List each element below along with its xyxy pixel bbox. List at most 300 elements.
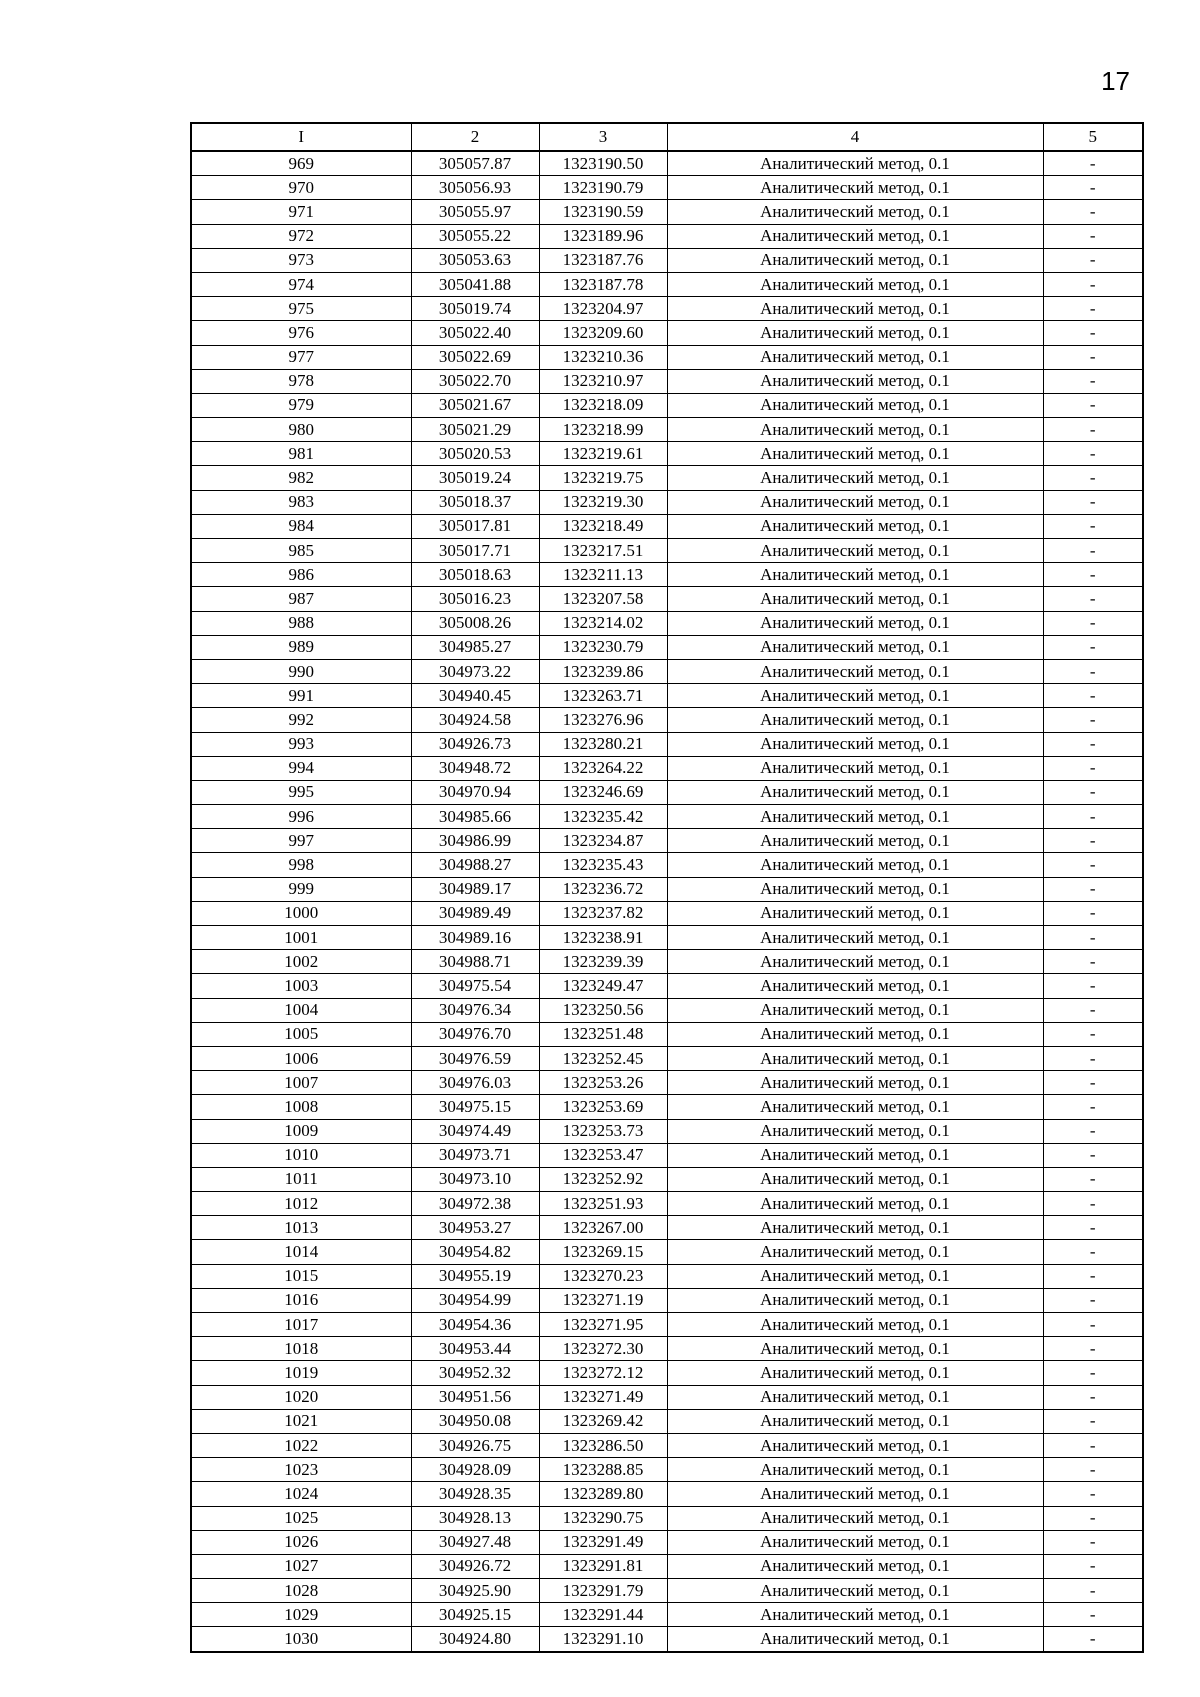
- note-cell: -: [1043, 297, 1143, 321]
- coord-x-cell: 304973.22: [411, 659, 539, 683]
- method-accuracy-cell: Аналитический метод, 0.1: [667, 563, 1043, 587]
- table-row: [191, 708, 1143, 732]
- table-row: [191, 418, 1143, 442]
- point-number-cell: 989: [191, 635, 411, 659]
- table-row: [191, 732, 1143, 756]
- coord-x-cell: 304928.09: [411, 1458, 539, 1482]
- note-cell: -: [1043, 1627, 1143, 1652]
- method-accuracy-cell: Аналитический метод, 0.1: [667, 611, 1043, 635]
- note-cell: -: [1043, 224, 1143, 248]
- coord-y-cell: 1323219.75: [539, 466, 667, 490]
- coord-y-cell: 1323251.48: [539, 1022, 667, 1046]
- method-accuracy-cell: Аналитический метод, 0.1: [667, 466, 1043, 490]
- coord-x-cell: 304948.72: [411, 756, 539, 780]
- point-number-cell: 978: [191, 369, 411, 393]
- coord-y-cell: 1323238.91: [539, 926, 667, 950]
- method-accuracy-cell: Аналитический метод, 0.1: [667, 805, 1043, 829]
- method-accuracy-cell: Аналитический метод, 0.1: [667, 1313, 1043, 1337]
- point-number-cell: 970: [191, 176, 411, 200]
- point-number-cell: 996: [191, 805, 411, 829]
- table-row: [191, 369, 1143, 393]
- note-cell: -: [1043, 1337, 1143, 1361]
- coord-x-cell: 304952.32: [411, 1361, 539, 1385]
- coord-y-cell: 1323204.97: [539, 297, 667, 321]
- coord-x-cell: 305053.63: [411, 248, 539, 272]
- note-cell: -: [1043, 1288, 1143, 1312]
- coord-y-cell: 1323291.79: [539, 1579, 667, 1603]
- point-number-cell: 988: [191, 611, 411, 635]
- method-accuracy-cell: Аналитический метод, 0.1: [667, 248, 1043, 272]
- table-row: [191, 1046, 1143, 1070]
- table-row: [191, 176, 1143, 200]
- table-row: [191, 1385, 1143, 1409]
- point-number-cell: 973: [191, 248, 411, 272]
- method-accuracy-cell: Аналитический метод, 0.1: [667, 418, 1043, 442]
- coord-y-cell: 1323235.43: [539, 853, 667, 877]
- coord-y-cell: 1323272.12: [539, 1361, 667, 1385]
- point-number-cell: 1005: [191, 1022, 411, 1046]
- coord-x-cell: 305017.81: [411, 514, 539, 538]
- method-accuracy-cell: Аналитический метод, 0.1: [667, 1143, 1043, 1167]
- coord-y-cell: 1323253.73: [539, 1119, 667, 1143]
- note-cell: -: [1043, 1264, 1143, 1288]
- coord-x-cell: 304985.27: [411, 635, 539, 659]
- note-cell: -: [1043, 466, 1143, 490]
- note-cell: -: [1043, 1022, 1143, 1046]
- table-row: [191, 1143, 1143, 1167]
- method-accuracy-cell: Аналитический метод, 0.1: [667, 732, 1043, 756]
- coord-x-cell: 304940.45: [411, 684, 539, 708]
- point-number-cell: 969: [191, 151, 411, 176]
- coord-x-cell: 304926.73: [411, 732, 539, 756]
- table-row: [191, 297, 1143, 321]
- coord-x-cell: 304988.71: [411, 950, 539, 974]
- point-number-cell: 975: [191, 297, 411, 321]
- coord-y-cell: 1323230.79: [539, 635, 667, 659]
- note-cell: -: [1043, 514, 1143, 538]
- note-cell: -: [1043, 611, 1143, 635]
- note-cell: -: [1043, 200, 1143, 224]
- coord-x-cell: 304924.58: [411, 708, 539, 732]
- point-number-cell: 1022: [191, 1433, 411, 1457]
- coord-y-cell: 1323190.50: [539, 151, 667, 176]
- coord-x-cell: 304925.90: [411, 1579, 539, 1603]
- method-accuracy-cell: Аналитический метод, 0.1: [667, 272, 1043, 296]
- table-body: [191, 151, 1143, 1652]
- coord-x-cell: 304989.17: [411, 877, 539, 901]
- coord-y-cell: 1323236.72: [539, 877, 667, 901]
- point-number-cell: 972: [191, 224, 411, 248]
- note-cell: -: [1043, 853, 1143, 877]
- coord-y-cell: 1323207.58: [539, 587, 667, 611]
- method-accuracy-cell: Аналитический метод, 0.1: [667, 829, 1043, 853]
- coord-y-cell: 1323286.50: [539, 1433, 667, 1457]
- point-number-cell: 1030: [191, 1627, 411, 1652]
- table-row: [191, 1530, 1143, 1554]
- coord-y-cell: 1323280.21: [539, 732, 667, 756]
- table-row: [191, 1288, 1143, 1312]
- table-row: [191, 1482, 1143, 1506]
- point-number-cell: 1018: [191, 1337, 411, 1361]
- note-cell: -: [1043, 732, 1143, 756]
- method-accuracy-cell: Аналитический метод, 0.1: [667, 926, 1043, 950]
- table-row: [191, 1554, 1143, 1578]
- table-row: [191, 1627, 1143, 1652]
- method-accuracy-cell: Аналитический метод, 0.1: [667, 1022, 1043, 1046]
- note-cell: -: [1043, 345, 1143, 369]
- coord-y-cell: 1323246.69: [539, 780, 667, 804]
- coord-x-cell: 305041.88: [411, 272, 539, 296]
- coord-y-cell: 1323263.71: [539, 684, 667, 708]
- note-cell: -: [1043, 659, 1143, 683]
- note-cell: -: [1043, 369, 1143, 393]
- point-number-cell: 1020: [191, 1385, 411, 1409]
- coord-y-cell: 1323269.42: [539, 1409, 667, 1433]
- method-accuracy-cell: Аналитический метод, 0.1: [667, 708, 1043, 732]
- coord-x-cell: 304955.19: [411, 1264, 539, 1288]
- table-row: [191, 272, 1143, 296]
- point-number-cell: 1019: [191, 1361, 411, 1385]
- table-header: [191, 123, 1143, 151]
- coord-x-cell: 304976.03: [411, 1071, 539, 1095]
- point-number-cell: 1025: [191, 1506, 411, 1530]
- method-accuracy-cell: Аналитический метод, 0.1: [667, 442, 1043, 466]
- note-cell: -: [1043, 490, 1143, 514]
- table-row: [191, 1119, 1143, 1143]
- point-number-cell: 977: [191, 345, 411, 369]
- header-row: [191, 123, 1143, 151]
- method-accuracy-cell: Аналитический метод, 0.1: [667, 1409, 1043, 1433]
- coord-y-cell: 1323264.22: [539, 756, 667, 780]
- method-accuracy-cell: Аналитический метод, 0.1: [667, 877, 1043, 901]
- coord-x-cell: 304975.15: [411, 1095, 539, 1119]
- coord-x-cell: 304954.36: [411, 1313, 539, 1337]
- header-col-3: 3: [539, 123, 667, 151]
- coord-y-cell: 1323291.81: [539, 1554, 667, 1578]
- note-cell: -: [1043, 272, 1143, 296]
- table-row: [191, 1264, 1143, 1288]
- method-accuracy-cell: Аналитический метод, 0.1: [667, 1240, 1043, 1264]
- method-accuracy-cell: Аналитический метод, 0.1: [667, 1071, 1043, 1095]
- table-row: [191, 224, 1143, 248]
- coord-y-cell: 1323218.99: [539, 418, 667, 442]
- coord-x-cell: 304989.16: [411, 926, 539, 950]
- point-number-cell: 1017: [191, 1313, 411, 1337]
- coord-x-cell: 304927.48: [411, 1530, 539, 1554]
- coord-y-cell: 1323219.61: [539, 442, 667, 466]
- coord-x-cell: 305022.69: [411, 345, 539, 369]
- note-cell: -: [1043, 587, 1143, 611]
- table-row: [191, 805, 1143, 829]
- coord-y-cell: 1323239.86: [539, 659, 667, 683]
- coord-y-cell: 1323187.78: [539, 272, 667, 296]
- point-number-cell: 1013: [191, 1216, 411, 1240]
- point-number-cell: 1003: [191, 974, 411, 998]
- method-accuracy-cell: Аналитический метод, 0.1: [667, 635, 1043, 659]
- method-accuracy-cell: Аналитический метод, 0.1: [667, 780, 1043, 804]
- table-row: [191, 1337, 1143, 1361]
- coord-x-cell: 304951.56: [411, 1385, 539, 1409]
- point-number-cell: 981: [191, 442, 411, 466]
- point-number-cell: 1010: [191, 1143, 411, 1167]
- table-row: [191, 829, 1143, 853]
- method-accuracy-cell: Аналитический метод, 0.1: [667, 684, 1043, 708]
- coord-y-cell: 1323239.39: [539, 950, 667, 974]
- coord-y-cell: 1323210.36: [539, 345, 667, 369]
- point-number-cell: 1004: [191, 998, 411, 1022]
- coord-x-cell: 304926.72: [411, 1554, 539, 1578]
- table-row: [191, 756, 1143, 780]
- table-row: [191, 901, 1143, 925]
- point-number-cell: 974: [191, 272, 411, 296]
- point-number-cell: 998: [191, 853, 411, 877]
- coord-x-cell: 304974.49: [411, 1119, 539, 1143]
- coord-y-cell: 1323291.10: [539, 1627, 667, 1652]
- point-number-cell: 1024: [191, 1482, 411, 1506]
- note-cell: -: [1043, 780, 1143, 804]
- coord-y-cell: 1323190.79: [539, 176, 667, 200]
- note-cell: -: [1043, 805, 1143, 829]
- table-row: [191, 248, 1143, 272]
- method-accuracy-cell: Аналитический метод, 0.1: [667, 1385, 1043, 1409]
- method-accuracy-cell: Аналитический метод, 0.1: [667, 369, 1043, 393]
- note-cell: -: [1043, 974, 1143, 998]
- coord-x-cell: 305057.87: [411, 151, 539, 176]
- coord-y-cell: 1323218.09: [539, 393, 667, 417]
- point-number-cell: 983: [191, 490, 411, 514]
- table-row: [191, 1167, 1143, 1191]
- coord-y-cell: 1323211.13: [539, 563, 667, 587]
- coord-y-cell: 1323291.44: [539, 1603, 667, 1627]
- note-cell: -: [1043, 950, 1143, 974]
- coord-y-cell: 1323271.95: [539, 1313, 667, 1337]
- method-accuracy-cell: Аналитический метод, 0.1: [667, 393, 1043, 417]
- point-number-cell: 1007: [191, 1071, 411, 1095]
- method-accuracy-cell: Аналитический метод, 0.1: [667, 345, 1043, 369]
- coord-x-cell: 304976.70: [411, 1022, 539, 1046]
- coord-x-cell: 304972.38: [411, 1192, 539, 1216]
- table-row: [191, 466, 1143, 490]
- coord-y-cell: 1323209.60: [539, 321, 667, 345]
- coord-x-cell: 305018.37: [411, 490, 539, 514]
- coord-y-cell: 1323271.49: [539, 1385, 667, 1409]
- coord-y-cell: 1323271.19: [539, 1288, 667, 1312]
- point-number-cell: 1001: [191, 926, 411, 950]
- method-accuracy-cell: Аналитический метод, 0.1: [667, 1458, 1043, 1482]
- coord-x-cell: 304970.94: [411, 780, 539, 804]
- table-row: [191, 200, 1143, 224]
- note-cell: -: [1043, 393, 1143, 417]
- method-accuracy-cell: Аналитический метод, 0.1: [667, 1095, 1043, 1119]
- method-accuracy-cell: Аналитический метод, 0.1: [667, 1554, 1043, 1578]
- note-cell: -: [1043, 321, 1143, 345]
- coord-x-cell: 305056.93: [411, 176, 539, 200]
- table-row: [191, 1192, 1143, 1216]
- table-row: [191, 998, 1143, 1022]
- point-number-cell: 980: [191, 418, 411, 442]
- coord-y-cell: 1323217.51: [539, 539, 667, 563]
- table-row: [191, 1361, 1143, 1385]
- coord-y-cell: 1323252.92: [539, 1167, 667, 1191]
- note-cell: -: [1043, 1216, 1143, 1240]
- point-number-cell: 986: [191, 563, 411, 587]
- coord-x-cell: 304988.27: [411, 853, 539, 877]
- coord-y-cell: 1323219.30: [539, 490, 667, 514]
- method-accuracy-cell: Аналитический метод, 0.1: [667, 1482, 1043, 1506]
- method-accuracy-cell: Аналитический метод, 0.1: [667, 1046, 1043, 1070]
- note-cell: -: [1043, 1167, 1143, 1191]
- coord-x-cell: 304928.35: [411, 1482, 539, 1506]
- table-row: [191, 345, 1143, 369]
- method-accuracy-cell: Аналитический метод, 0.1: [667, 998, 1043, 1022]
- point-number-cell: 1002: [191, 950, 411, 974]
- point-number-cell: 1023: [191, 1458, 411, 1482]
- point-number-cell: 987: [191, 587, 411, 611]
- note-cell: -: [1043, 151, 1143, 176]
- point-number-cell: 993: [191, 732, 411, 756]
- coord-x-cell: 304926.75: [411, 1433, 539, 1457]
- table-row: [191, 1216, 1143, 1240]
- note-cell: -: [1043, 1603, 1143, 1627]
- point-number-cell: 990: [191, 659, 411, 683]
- table-row: [191, 1506, 1143, 1530]
- coord-y-cell: 1323269.15: [539, 1240, 667, 1264]
- table-row: [191, 514, 1143, 538]
- note-cell: -: [1043, 1458, 1143, 1482]
- coord-y-cell: 1323290.75: [539, 1506, 667, 1530]
- method-accuracy-cell: Аналитический метод, 0.1: [667, 224, 1043, 248]
- table-row: [191, 1433, 1143, 1457]
- point-number-cell: 1016: [191, 1288, 411, 1312]
- coord-x-cell: 304928.13: [411, 1506, 539, 1530]
- coord-y-cell: 1323291.49: [539, 1530, 667, 1554]
- table-row: [191, 926, 1143, 950]
- coord-y-cell: 1323270.23: [539, 1264, 667, 1288]
- point-number-cell: 1014: [191, 1240, 411, 1264]
- coord-x-cell: 304973.10: [411, 1167, 539, 1191]
- note-cell: -: [1043, 418, 1143, 442]
- table-row: [191, 1240, 1143, 1264]
- method-accuracy-cell: Аналитический метод, 0.1: [667, 539, 1043, 563]
- note-cell: -: [1043, 1409, 1143, 1433]
- header-col-1: I: [191, 123, 411, 151]
- point-number-cell: 1021: [191, 1409, 411, 1433]
- table-row: [191, 1458, 1143, 1482]
- coord-x-cell: 305022.40: [411, 321, 539, 345]
- coord-y-cell: 1323249.47: [539, 974, 667, 998]
- note-cell: -: [1043, 1361, 1143, 1385]
- point-number-cell: 982: [191, 466, 411, 490]
- note-cell: -: [1043, 1482, 1143, 1506]
- note-cell: -: [1043, 1433, 1143, 1457]
- note-cell: -: [1043, 1385, 1143, 1409]
- coord-x-cell: 305018.63: [411, 563, 539, 587]
- note-cell: -: [1043, 998, 1143, 1022]
- coord-x-cell: 304924.80: [411, 1627, 539, 1652]
- coord-x-cell: 304954.82: [411, 1240, 539, 1264]
- point-number-cell: 991: [191, 684, 411, 708]
- table-row: [191, 853, 1143, 877]
- point-number-cell: 1008: [191, 1095, 411, 1119]
- method-accuracy-cell: Аналитический метод, 0.1: [667, 974, 1043, 998]
- coord-y-cell: 1323218.49: [539, 514, 667, 538]
- note-cell: -: [1043, 176, 1143, 200]
- method-accuracy-cell: Аналитический метод, 0.1: [667, 1627, 1043, 1652]
- method-accuracy-cell: Аналитический метод, 0.1: [667, 321, 1043, 345]
- note-cell: -: [1043, 248, 1143, 272]
- note-cell: -: [1043, 539, 1143, 563]
- method-accuracy-cell: Аналитический метод, 0.1: [667, 950, 1043, 974]
- method-accuracy-cell: Аналитический метод, 0.1: [667, 901, 1043, 925]
- coord-y-cell: 1323267.00: [539, 1216, 667, 1240]
- point-number-cell: 992: [191, 708, 411, 732]
- note-cell: -: [1043, 756, 1143, 780]
- method-accuracy-cell: Аналитический метод, 0.1: [667, 1337, 1043, 1361]
- coord-x-cell: 304953.44: [411, 1337, 539, 1361]
- coord-y-cell: 1323234.87: [539, 829, 667, 853]
- coord-x-cell: 304954.99: [411, 1288, 539, 1312]
- coord-x-cell: 305055.22: [411, 224, 539, 248]
- table-row: [191, 587, 1143, 611]
- header-col-5: 5: [1043, 123, 1143, 151]
- method-accuracy-cell: Аналитический метод, 0.1: [667, 587, 1043, 611]
- table-row: [191, 442, 1143, 466]
- method-accuracy-cell: Аналитический метод, 0.1: [667, 1119, 1043, 1143]
- header-col-4: 4: [667, 123, 1043, 151]
- note-cell: -: [1043, 877, 1143, 901]
- coord-y-cell: 1323214.02: [539, 611, 667, 635]
- table-row: [191, 1022, 1143, 1046]
- table-row: [191, 563, 1143, 587]
- point-number-cell: 1012: [191, 1192, 411, 1216]
- coord-x-cell: 304973.71: [411, 1143, 539, 1167]
- coord-x-cell: 304953.27: [411, 1216, 539, 1240]
- coord-y-cell: 1323276.96: [539, 708, 667, 732]
- method-accuracy-cell: Аналитический метод, 0.1: [667, 1361, 1043, 1385]
- coord-x-cell: 304925.15: [411, 1603, 539, 1627]
- method-accuracy-cell: Аналитический метод, 0.1: [667, 756, 1043, 780]
- point-number-cell: 1029: [191, 1603, 411, 1627]
- method-accuracy-cell: Аналитический метод, 0.1: [667, 297, 1043, 321]
- point-number-cell: 999: [191, 877, 411, 901]
- table-row: [191, 780, 1143, 804]
- table-row: [191, 877, 1143, 901]
- point-number-cell: 1027: [191, 1554, 411, 1578]
- method-accuracy-cell: Аналитический метод, 0.1: [667, 151, 1043, 176]
- header-col-2: 2: [411, 123, 539, 151]
- table-row: [191, 635, 1143, 659]
- coord-x-cell: 305017.71: [411, 539, 539, 563]
- note-cell: -: [1043, 1119, 1143, 1143]
- point-number-cell: 1006: [191, 1046, 411, 1070]
- coord-x-cell: 305008.26: [411, 611, 539, 635]
- method-accuracy-cell: Аналитический метод, 0.1: [667, 1192, 1043, 1216]
- coord-y-cell: 1323289.80: [539, 1482, 667, 1506]
- coord-y-cell: 1323288.85: [539, 1458, 667, 1482]
- coordinates-table: [190, 122, 1144, 1653]
- table-row: [191, 539, 1143, 563]
- coord-x-cell: 304950.08: [411, 1409, 539, 1433]
- coord-y-cell: 1323190.59: [539, 200, 667, 224]
- table-row: [191, 1313, 1143, 1337]
- coord-y-cell: 1323272.30: [539, 1337, 667, 1361]
- coord-y-cell: 1323253.69: [539, 1095, 667, 1119]
- note-cell: -: [1043, 684, 1143, 708]
- coord-x-cell: 304989.49: [411, 901, 539, 925]
- note-cell: -: [1043, 1095, 1143, 1119]
- point-number-cell: 976: [191, 321, 411, 345]
- coord-x-cell: 304985.66: [411, 805, 539, 829]
